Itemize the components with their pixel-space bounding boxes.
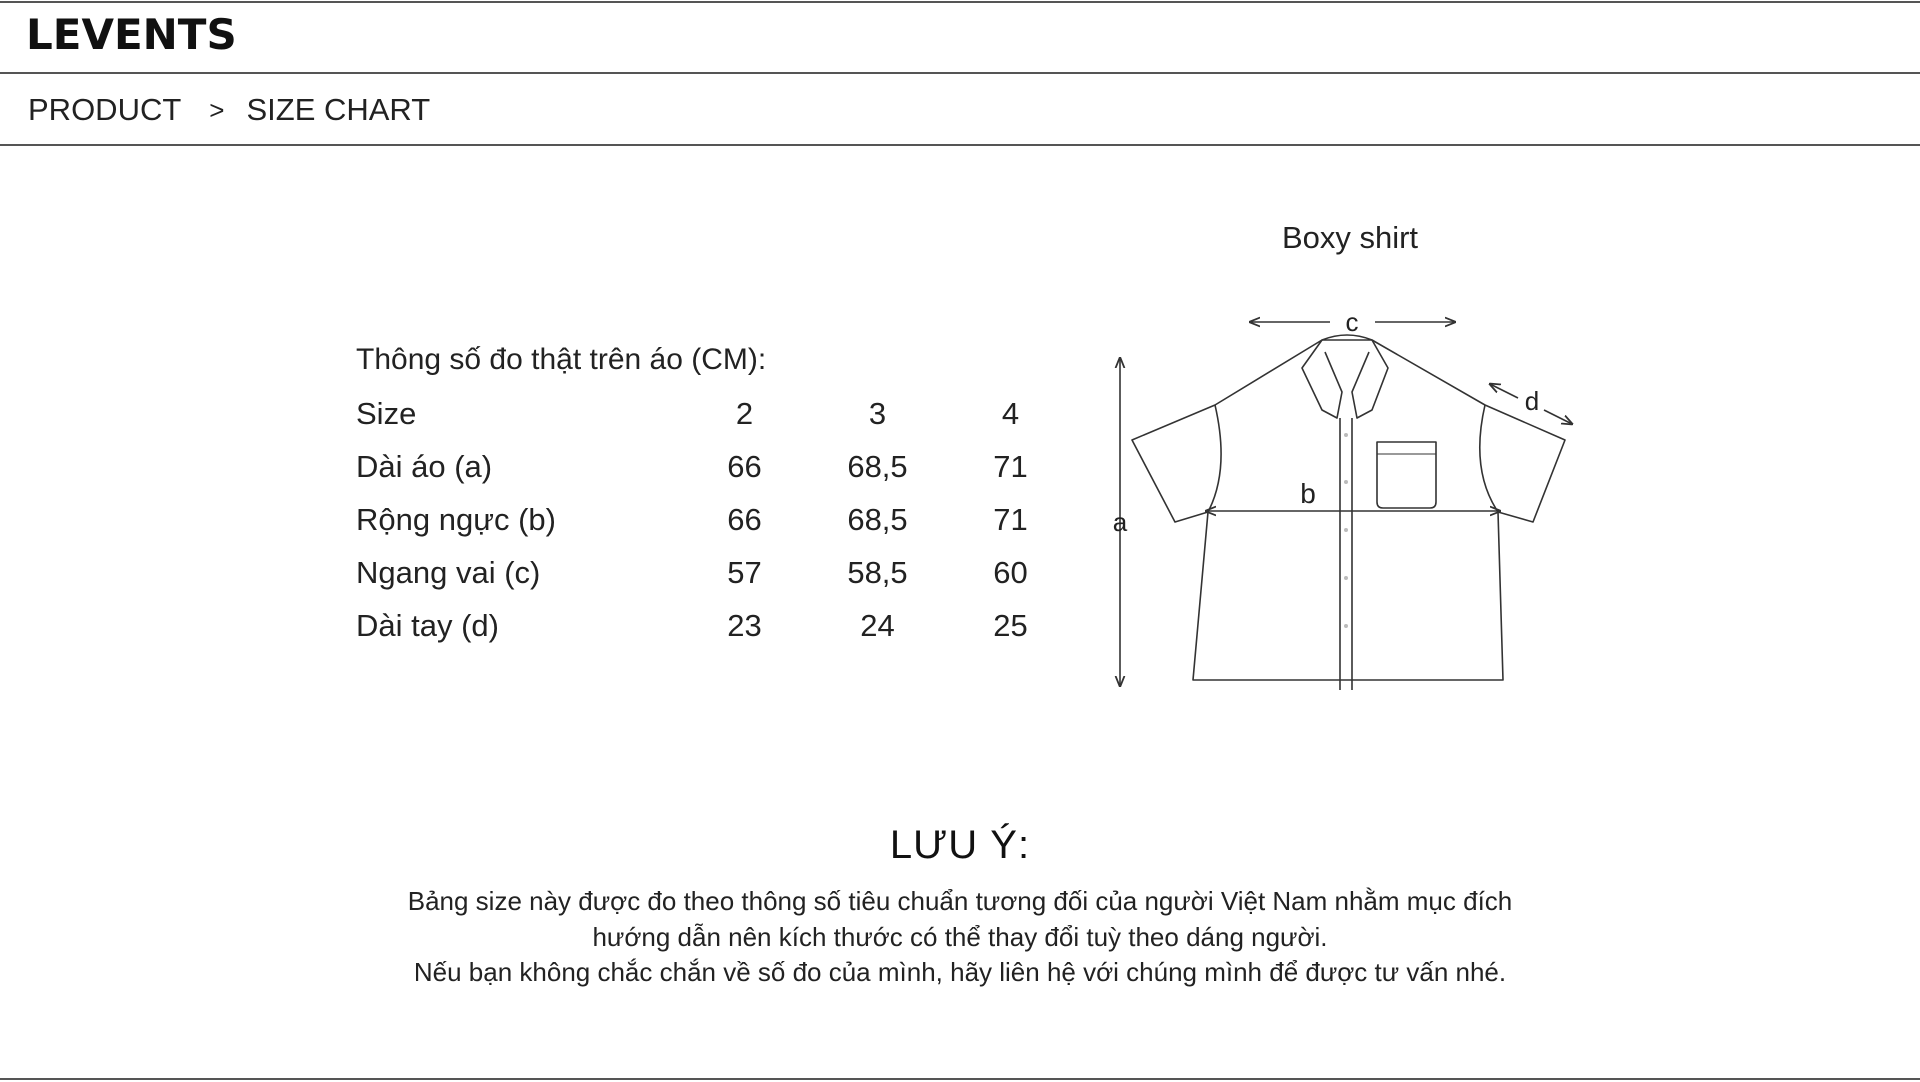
- placket: [1340, 418, 1352, 690]
- note-line-1: Bảng size này được đo theo thông số tiêu chuẩn tương đối của người Việt Nam nhằm mục đích: [407, 886, 1513, 916]
- row-label: Dài tay (d): [356, 607, 499, 643]
- breadcrumb: [28, 88, 430, 132]
- table-header-row: [348, 387, 1077, 440]
- breadcrumb-product[interactable]: PRODUCT: [28, 92, 182, 127]
- cell-value: 24: [860, 607, 895, 643]
- cell-value: 71: [993, 448, 1028, 484]
- header-divider: [0, 72, 1920, 74]
- boxy-shirt-diagram: [1090, 300, 1590, 700]
- spec-title: Thông số đo thật trên áo (CM):: [356, 343, 767, 376]
- note-line-3: Nếu bạn không chắc chắn về số đo của mình, hãy liên hệ với chúng mình để được tư vấn nhé.: [413, 957, 1507, 987]
- measure-d-arrow-left: [1490, 384, 1518, 398]
- breadcrumb-divider: [0, 144, 1920, 146]
- buttons: [1344, 433, 1348, 628]
- size-table: [348, 387, 1077, 652]
- row-label: Dài áo (a): [356, 448, 493, 484]
- label-c: c: [1345, 307, 1359, 337]
- breadcrumb-separator: >: [209, 94, 225, 125]
- cell-value: 66: [727, 501, 762, 537]
- cell-value: 71: [993, 501, 1028, 537]
- header-size: Size: [356, 395, 417, 431]
- label-a: a: [1112, 507, 1128, 537]
- bottom-border: [0, 1078, 1920, 1080]
- note-line-2: hướng dẫn nên kích thước có thể thay đổi tuỳ theo dáng người.: [592, 922, 1328, 952]
- cell-value: 68,5: [847, 448, 908, 484]
- table-row: [348, 493, 1077, 546]
- cell-value: 60: [993, 554, 1028, 590]
- header-size-4: 4: [1001, 395, 1020, 431]
- table-row: [348, 546, 1077, 599]
- row-label: Rộng ngực (b): [356, 501, 556, 537]
- cell-value: 23: [727, 607, 762, 643]
- figure-title: Boxy shirt: [1281, 220, 1419, 255]
- cell-value: 58,5: [847, 554, 908, 590]
- shirt-body-outline: [1132, 340, 1565, 680]
- brand-logo[interactable]: LEVENTS: [26, 10, 237, 59]
- cell-value: 57: [727, 554, 762, 590]
- cell-value: 25: [993, 607, 1028, 643]
- note-title: LƯU Ý:: [889, 823, 1031, 867]
- right-armhole-seam: [1480, 405, 1498, 512]
- label-b: b: [1300, 478, 1316, 509]
- left-armhole-seam: [1208, 405, 1221, 512]
- header-size-3: 3: [868, 395, 887, 431]
- cell-value: 66: [727, 448, 762, 484]
- breadcrumb-size-chart: SIZE CHART: [246, 92, 431, 127]
- cell-value: 68,5: [847, 501, 908, 537]
- row-label: Ngang vai (c): [356, 554, 541, 590]
- collar-left: [1302, 340, 1342, 418]
- measure-d-arrow-right: [1544, 410, 1572, 424]
- chest-pocket: [1377, 442, 1436, 508]
- top-border: [0, 1, 1920, 3]
- table-row: [348, 440, 1077, 493]
- collar-right: [1352, 340, 1388, 418]
- header-size-2: 2: [735, 395, 754, 431]
- table-row: [348, 599, 1077, 652]
- label-d: d: [1524, 386, 1540, 416]
